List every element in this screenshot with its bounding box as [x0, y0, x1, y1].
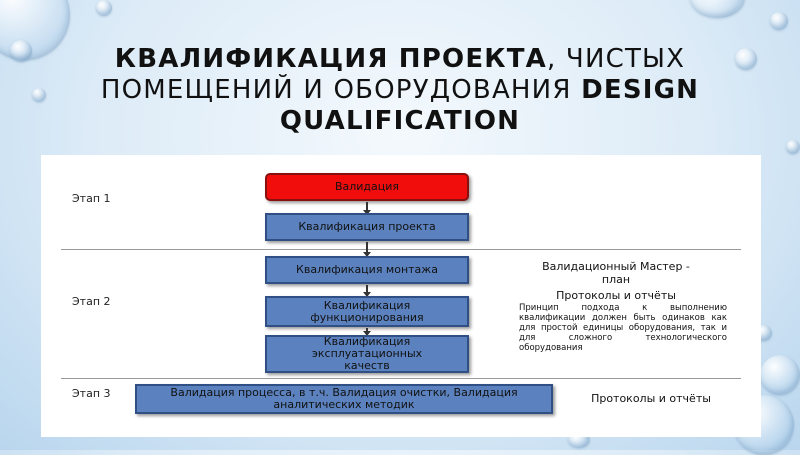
diagram-panel [41, 155, 761, 437]
stage-label-3: Этап 3 [72, 387, 111, 400]
water-drop-icon [690, 0, 745, 18]
water-drop-icon [96, 0, 112, 16]
master-plan-note: Валидационный Мастер - план [542, 260, 690, 286]
design-qualification-box: Квалификация проекта [265, 213, 469, 241]
water-drop-icon [786, 140, 800, 154]
title-bold-1: КВАЛИФИКАЦИЯ ПРОЕКТА [114, 44, 547, 74]
installation-qualification-box: Квалификация монтажа [265, 256, 469, 284]
performance-qualification-box: Квалификация эксплуатационных качеств [265, 335, 469, 373]
title-rest-1: , ЧИСТЫХ [547, 44, 686, 74]
water-drop-icon [770, 12, 788, 30]
operational-qualification-box: Квалификация функционирования [265, 296, 469, 327]
arrow-down-icon [366, 202, 368, 212]
slide-title [0, 44, 800, 137]
stage-label-1: Этап 1 [72, 192, 111, 205]
principle-note: Принцип подхода к выполнению квалификации должен быть одинаков как для простой единицы оборудования, так и для сложного технологического оборудования [519, 303, 727, 353]
title-line-2: ПОМЕЩЕНИЙ И ОБОРУДОВАНИЯ [100, 75, 582, 105]
protocols-note-1: Протоколы и отчёты [556, 289, 676, 302]
stage-label-2: Этап 2 [72, 295, 111, 308]
arrow-down-icon [366, 242, 368, 254]
stage-separator [61, 378, 741, 379]
title-bold-2: DESIGN [581, 75, 700, 105]
stage-separator [61, 249, 741, 250]
protocols-note-2: Протоколы и отчёты [591, 392, 711, 405]
process-validation-box: Валидация процесса, в т.ч. Валидация очистки, Валидация аналитических методик [135, 384, 553, 414]
validation-box: Валидация [265, 173, 469, 201]
title-line-3: QUALIFICATION [279, 106, 521, 136]
arrow-down-icon [366, 285, 368, 294]
arrow-down-icon [366, 328, 368, 333]
water-drop-icon [760, 355, 800, 395]
